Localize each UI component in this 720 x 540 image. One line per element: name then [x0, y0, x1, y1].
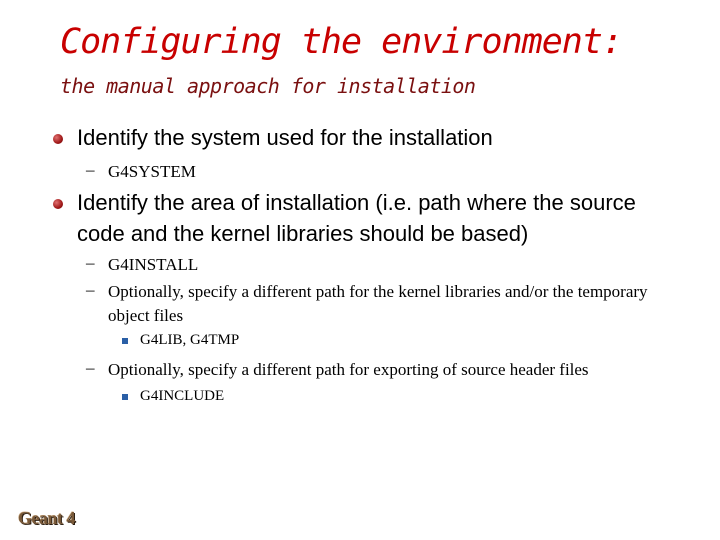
sub-item-include-path: Optionally, specify a different path for exporting of source header files — [108, 360, 589, 379]
bullet-icon — [53, 134, 63, 144]
sub-item-g4system: G4SYSTEM — [108, 162, 196, 181]
square-bullet-icon — [122, 338, 128, 344]
dash-icon: – — [86, 358, 95, 377]
square-bullet-icon — [122, 394, 128, 400]
dash-icon: – — [86, 253, 95, 272]
geant4-logo: Geant 4 — [18, 508, 75, 528]
bullet-item-area: Identify the area of installation (i.e. path where the source code and the kernel libraries should be based) — [77, 190, 636, 246]
bullet-icon — [53, 199, 63, 209]
bullet-item-system: Identify the system used for the installation — [77, 125, 493, 150]
sub-sub-item-g4include: G4INCLUDE — [140, 388, 225, 404]
dash-icon: – — [86, 280, 95, 299]
dash-icon: – — [86, 160, 95, 179]
sub-item-lib-path: Optionally, specify a different path for the kernel libraries and/or the temporary object files — [108, 282, 648, 325]
sub-item-g4install: G4INSTALL — [108, 255, 199, 274]
slide-subtitle: the manual approach for installation — [60, 74, 476, 98]
sub-sub-item-g4lib: G4LIB, G4TMP — [140, 332, 240, 348]
slide-title: Configuring the environment: — [60, 22, 623, 62]
